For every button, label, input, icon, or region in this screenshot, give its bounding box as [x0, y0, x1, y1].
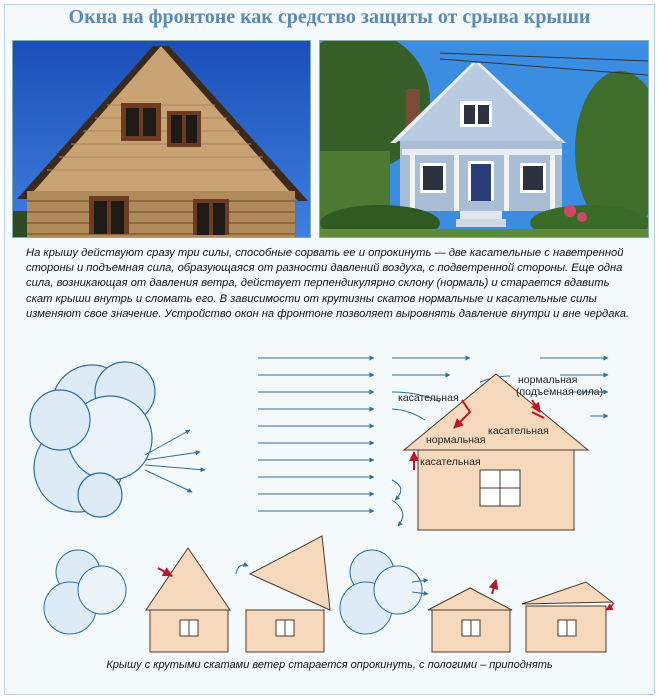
steep-roof-house-2: [246, 536, 330, 652]
photo-blue-house: [319, 40, 649, 238]
label-tangential-1: касательная: [398, 392, 459, 404]
label-normal-lift-1: нормальная: [518, 374, 578, 386]
page-title: Окна на фронтоне как средство защиты от срыва крыши: [68, 6, 591, 28]
wind-cloud-main: [30, 362, 155, 517]
label-tangential-2: касательная: [488, 425, 549, 437]
wind-cloud-small-1: [44, 550, 126, 634]
photo-log-house: [12, 40, 311, 238]
steep-roof-house-1: [146, 548, 230, 652]
label-tangential-3: касательная: [420, 456, 481, 468]
label-normal-lift-2: (подъемная сила): [516, 386, 604, 398]
label-normal: нормальная: [426, 434, 486, 446]
diagram-caption: Крышу с крутыми скатами ветер старается опрокинуть, с пологими – приподнять: [106, 659, 553, 671]
shallow-roof-house-2: [522, 582, 612, 652]
intro-paragraph: На крышу действуют сразу три силы, способные сорвать ее и опрокинуть — две касательные с наветренной стороны и подъемная сила, образующаяся от разности давлений воздуха, с подветренной стороны. Еще одна сила, возникающая от давления ветра, действует перпендикулярно склону (нормаль) и старается вдавить скат крыши внутрь и сломать его. В зависимости от крутизны скатов нормальные и касательные силы изменяют свое значение. Устройство окон на фронтоне позволяет выровнять давление внутри и вне чердака.: [26, 247, 630, 320]
wind-cloud-small-2: [340, 550, 422, 634]
wind-force-diagram: [0, 340, 659, 699]
shallow-roof-house-1: [428, 588, 512, 652]
